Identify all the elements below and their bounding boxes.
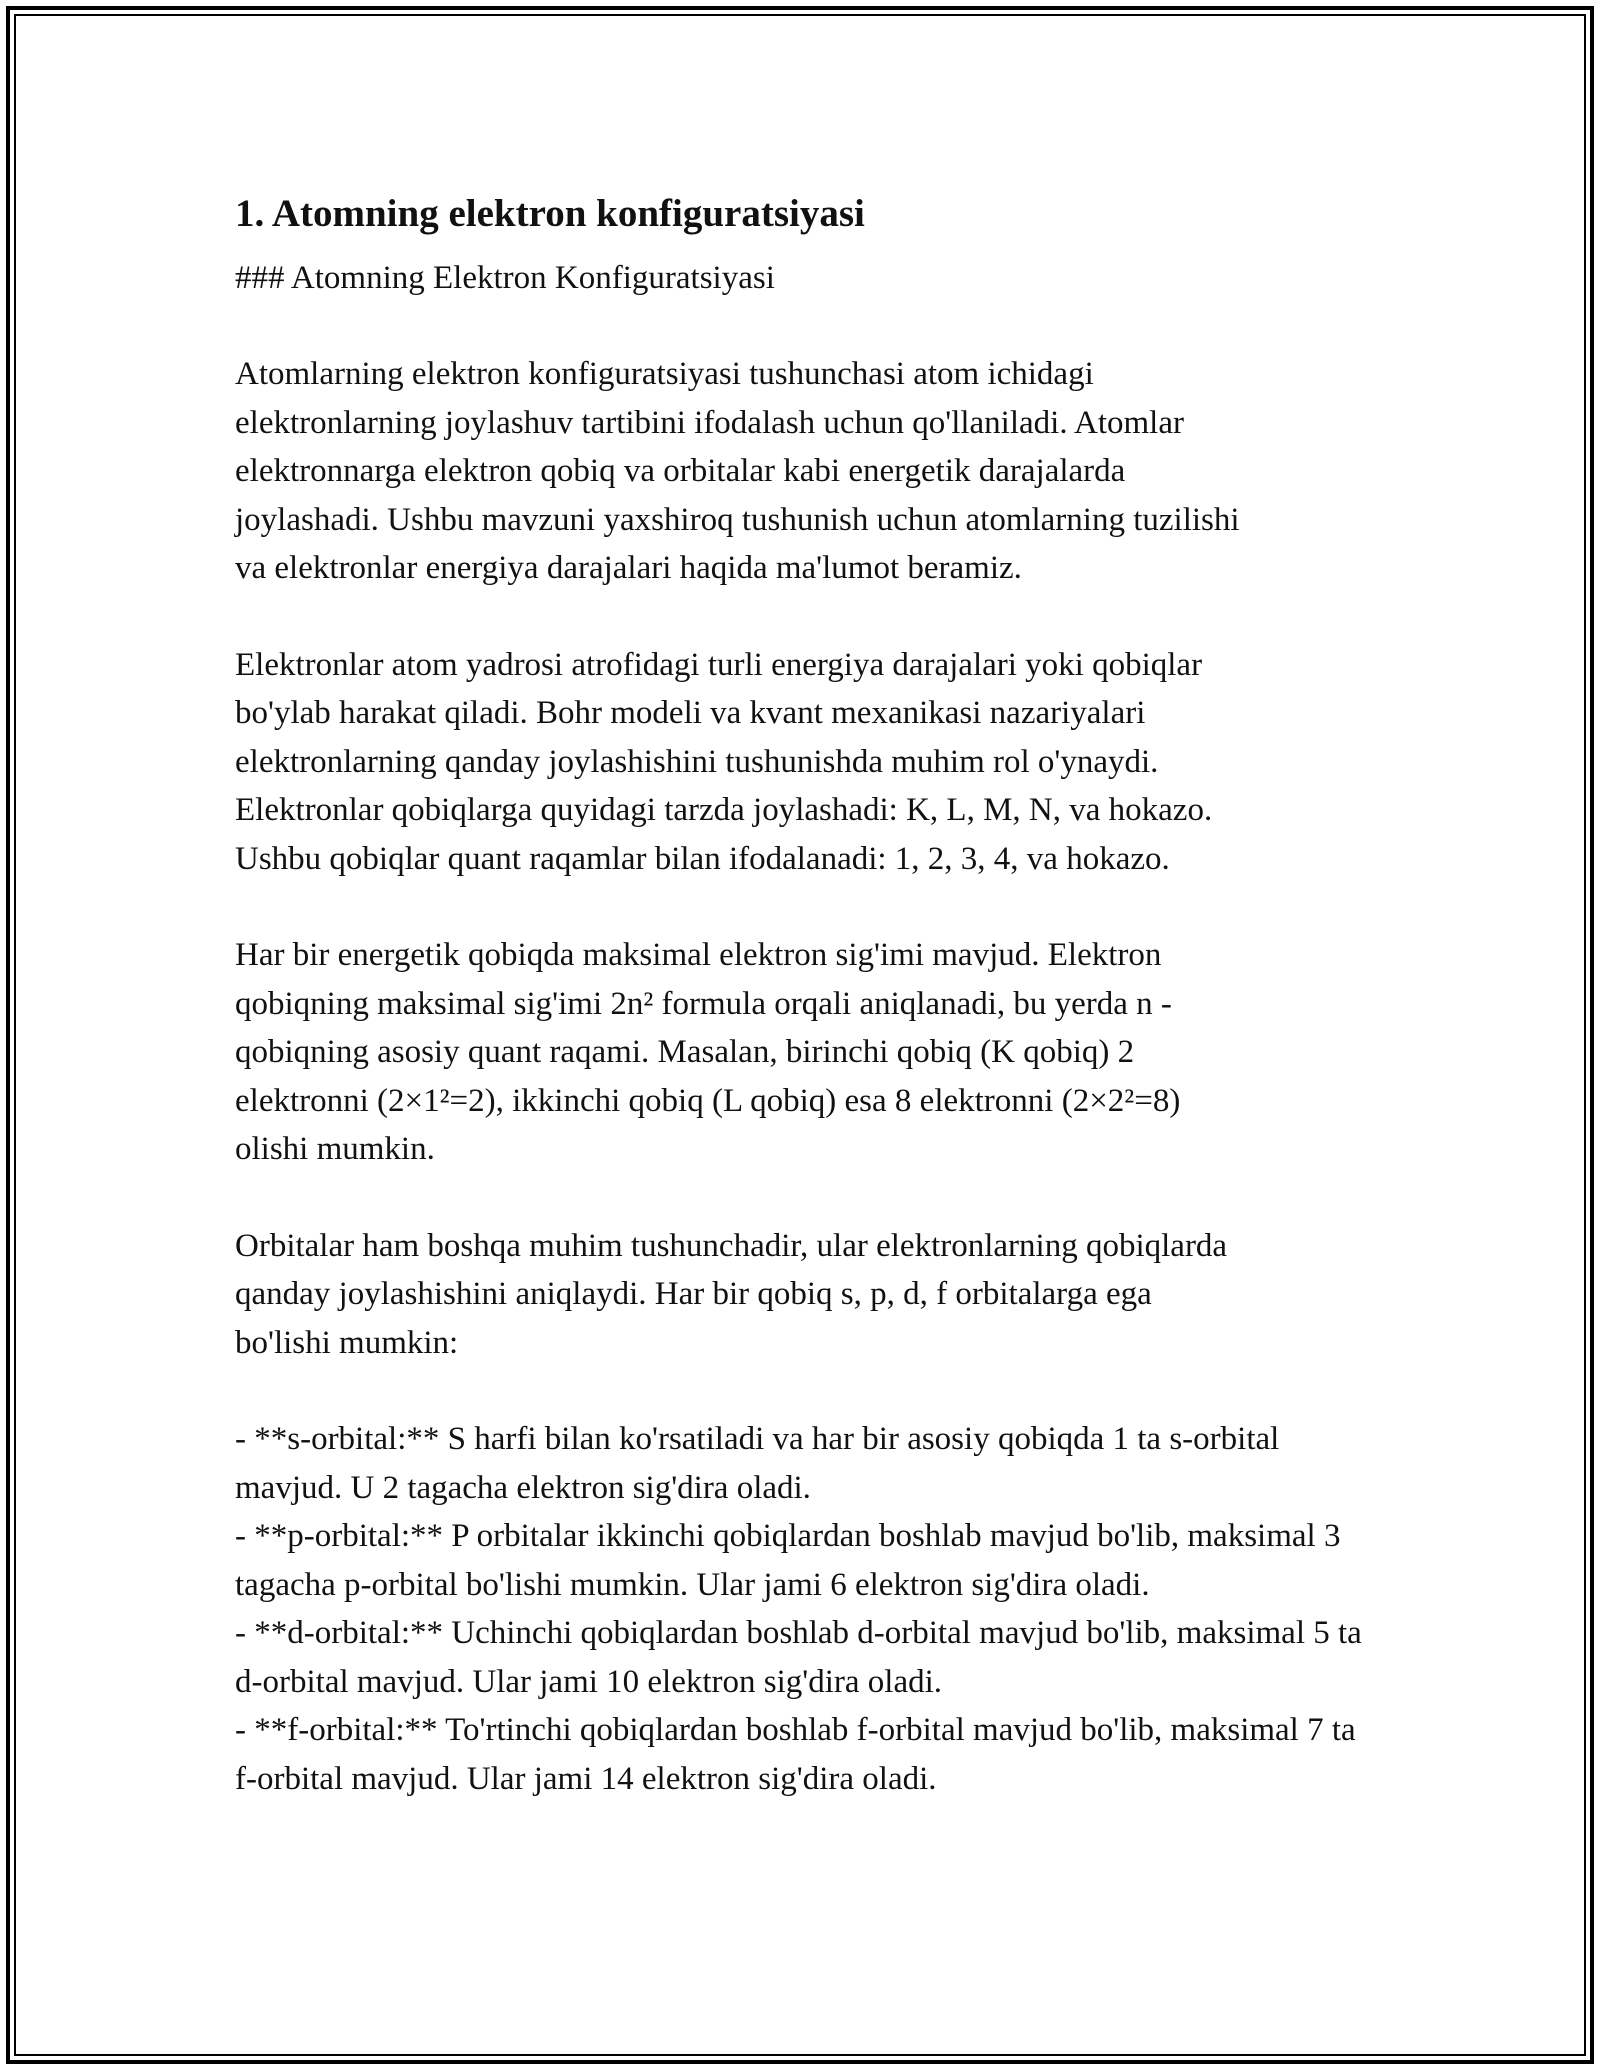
list-item-d-orbital: - **d-orbital:** Uchinchi qobiqlardan boshlab d-orbital mavjud bo'lib, maksimal 5 ta d-orbital mavjud. Ular jami 10 elektron sig'dira oladi.	[235, 1615, 1362, 1700]
document-subtitle: ### Atomning Elektron Konfiguratsiyasi	[235, 260, 775, 296]
document-title: 1. Atomning elektron konfiguratsiyasi	[235, 192, 865, 235]
paragraph-capacity: Har bir energetik qobiqda maksimal elektron sig'imi mavjud. Elektron qobiqning maksimal sig'imi 2n² formula orqali aniqlanadi, bu yerda n - qobiqning asosiy quant raqami. Masalan, birinchi qobiq (K qobiq) 2 elektronni (2×1²=2), ikkinchi qobiq (L qobiq) esa 8 elektronni (2×2²=8) olishi mumkin.	[235, 937, 1181, 1167]
paragraph-shells: Elektronlar atom yadrosi atrofidagi turli energiya darajalari yoki qobiqlar bo'ylab harakat qiladi. Bohr modeli va kvant mexanikasi nazariyalari elektronlarning qanday joylashishini tushunishda muhim rol o'ynaydi. Elektronlar qobiqlarga quyidagi tarzda joylashadi: K, L, M, N, va hokazo. Ushbu qobiqlar quant raqamlar bilan ifodalanadi: 1, 2, 3, 4, va hokazo.	[235, 646, 1213, 877]
list-item-s-orbital: - **s-orbital:** S harfi bilan ko'rsatiladi va har bir asosiy qobiqda 1 ta s-orbital mavjud. U 2 tagacha elektron sig'dira oladi.	[235, 1421, 1280, 1506]
paragraph-introduction: Atomlarning elektron konfiguratsiyasi tushunchasi atom ichidagi elektronlarning joylashuv tartibini ifodalash uchun qo'llaniladi. Atomlar elektronnarga elektron qobiq va orbitalar kabi energetik darajalarda joylashadi. Ushbu mavzuni yaxshiroq tushunish uchun atomlarning tuzilishi va elektronlar energiya darajalari haqida ma'lumot beramiz.	[235, 356, 1240, 586]
document-body	[235, 186, 1365, 1803]
list-item-p-orbital: - **p-orbital:** P orbitalar ikkinchi qobiqlardan boshlab mavjud bo'lib, maksimal 3 tagacha p-orbital bo'lishi mumkin. Ular jami 6 elektron sig'dira oladi.	[235, 1518, 1341, 1603]
orbital-list	[235, 1415, 1365, 1803]
list-item-f-orbital: - **f-orbital:** To'rtinchi qobiqlardan boshlab f-orbital mavjud bo'lib, maksimal 7 ta f-orbital mavjud. Ular jami 14 elektron sig'dira oladi.	[235, 1712, 1356, 1797]
paragraph-orbitals: Orbitalar ham boshqa muhim tushunchadir, ular elektronlarning qobiqlarda qanday joylashishini aniqlaydi. Har bir qobiq s, p, d, f orbitalarga ega bo'lishi mumkin:	[235, 1227, 1228, 1361]
